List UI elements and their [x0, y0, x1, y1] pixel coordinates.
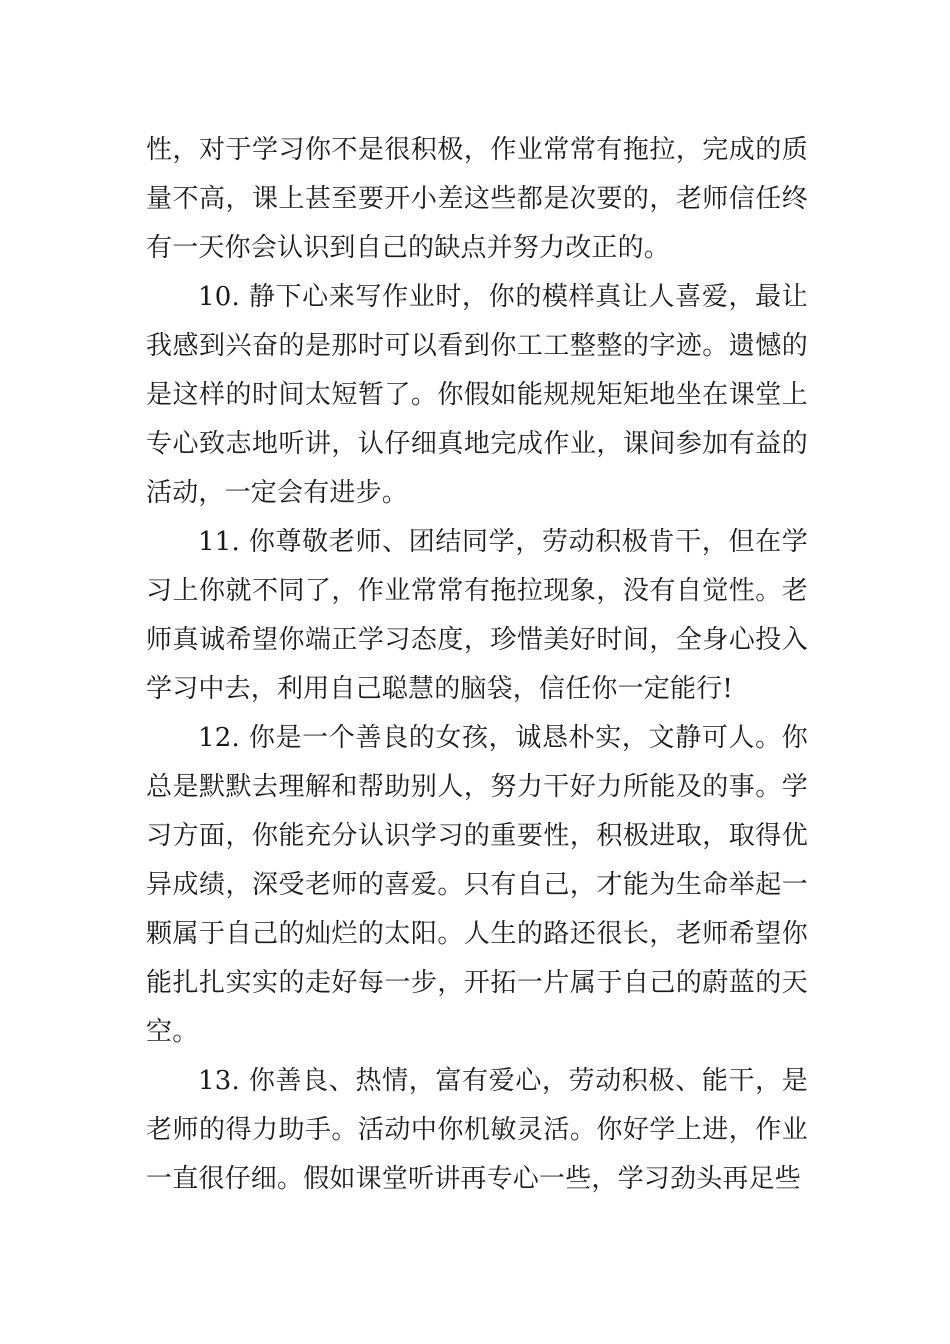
paragraph-12: 12. 你是一个善良的女孩，诚恳朴实，文静可人。你总是默默去理解和帮助别人，努力干好力所能及的事。学习方面，你能充分认识学习的重要性，积极进取，取得优异成绩，深受老师的喜爱。只有自己，才能为生命举起一颗属于自己的灿烂的太阳。人生的路还很长，老师希望你能扎扎实实的走好每一步，开拓一片属于自己的蔚蓝的天空。 [146, 723, 808, 1047]
paragraph-continuation: 性，对于学习你不是很积极，作业常常有拖拉，完成的质量不高，课上甚至要开小差这些都是次要的，老师信任终有一天你会认识到自己的缺点并努力改正的。 [146, 135, 808, 263]
paragraph-11: 11. 你尊敬老师、团结同学，劳动积极肯干，但在学习上你就不同了，作业常常有拖拉现象，没有自觉性。老师真诚希望你端正学习态度，珍惜美好时间，全身心投入学习中去，利用自己聪慧的脑袋，信任你一定能行! [146, 527, 808, 704]
body-text [146, 126, 808, 1204]
paragraph-10: 10. 静下心来写作业时，你的模样真让人喜爱，最让我感到兴奋的是那时可以看到你工工整整的字迹。遗憾的是这样的时间太短暂了。你假如能规规矩矩地坐在课堂上专心致志地听讲，认仔细真地完成作业，课间参加有益的活动，一定会有进步。 [146, 282, 808, 508]
paragraph-13: 13. 你善良、热情，富有爱心，劳动积极、能干，是老师的得力助手。活动中你机敏灵活。你好学上进，作业一直很仔细。假如课堂听讲再专心一些，学习劲头再足些 [146, 1066, 808, 1194]
